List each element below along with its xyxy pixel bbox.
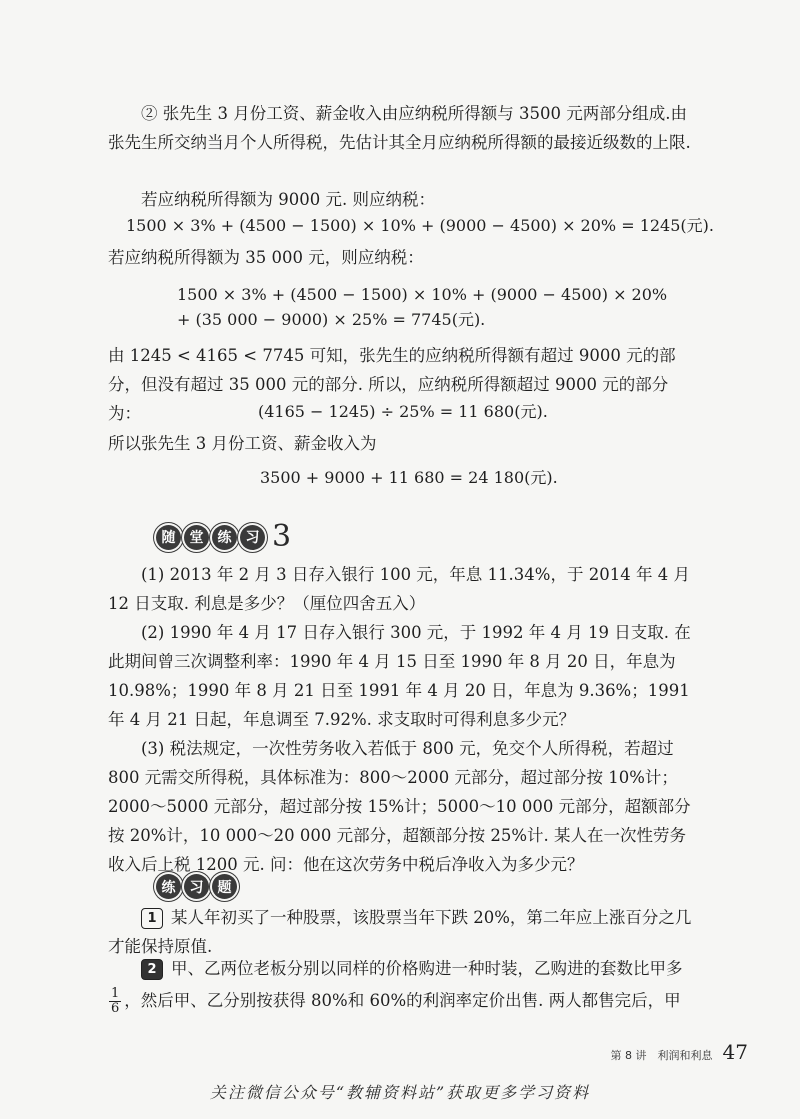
equation-total-income: 3500 + 9000 + 11 680 = 24 180(元). <box>260 468 558 487</box>
practice-number: 3 <box>272 519 292 554</box>
practice-heading <box>156 519 292 554</box>
heading-char: 堂 <box>184 525 209 550</box>
heading-char: 习 <box>184 874 209 899</box>
exercise-number-badge: 1 <box>141 908 163 929</box>
exercise-number-badge: 2 <box>141 959 163 980</box>
equation-tax-35000-line1: 1500 × 3% + (4500 − 1500) × 10% + (9000 − 4500) × 20% <box>177 285 668 304</box>
exercise-2 <box>108 953 698 1017</box>
equation-tax-35000-line2: + (35 000 − 9000) × 25% = 7745(元). <box>177 310 486 329</box>
practice-question-3: (3) 税法规定，一次性劳务收入若低于 800 元，免交个人所得税，若超过 800 元需交所得税，具体标准为：800～2000 元部分，超过部分按 10%计；2000～5000 元部分，超过部分按 15%计；5000～10 000 元部分，超额部分按 20%计，10 000～20 000 元部分，超额部分按 25%计. 某人在一次性劳务收入后上税 1200 元. 问：他在这次劳务中税后净收入为多少元？ <box>108 739 691 874</box>
practice-question-1: (1) 2013 年 2 月 3 日存入银行 100 元，年息 11.34%，于 2014 年 4 月 12 日支取. 利息是多少？（厘位四舍五入） <box>108 565 690 613</box>
heading-char: 练 <box>156 874 181 899</box>
exercise-2-text-end: ，然后甲、乙分别按获得 80%和 60%的利润率定价出售. 两人都售完后，甲 <box>124 991 681 1010</box>
fraction-one-sixth <box>109 987 121 1016</box>
heading-char: 随 <box>156 525 181 550</box>
paragraph-comparison: 由 1245 < 4165 < 7745 可知，张先生的应纳税所得额有超过 9000 元的部分，但没有超过 35 000 元的部分. 所以，应纳税所得额超过 9000 元的部分为： <box>108 346 676 423</box>
equation-excess: (4165 − 1245) ÷ 25% = 11 680(元). <box>258 402 548 421</box>
heading-char: 习 <box>240 525 265 550</box>
paragraph-part2-intro: ② 张先生 3 月份工资、薪金收入由应纳税所得额与 3500 元两部分组成.由张先生所交纳当月个人所得税，先估计其全月应纳税所得额的最接近级数的上限. <box>108 104 691 152</box>
watermark-notice: 关注微信公众号“教辅资料站”获取更多学习资料 <box>209 1083 591 1102</box>
fraction-numerator: 1 <box>111 986 120 1001</box>
equation-tax-9000: 1500 × 3% + (4500 − 1500) × 10% + (9000 − 4500) × 20% = 1245(元). <box>126 216 714 235</box>
chapter-label: 第 8 讲 利润和利息 <box>610 1049 713 1062</box>
practice-question-2: (2) 1990 年 4 月 17 日存入银行 300 元，于 1992 年 4 月 19 日支取. 在此期间曾三次调整利率：1990 年 4 月 15 日至 1990 年 8 月 20 日，年息为 10.98%；1990 年 8 月 21 日至 1991 年 4 月 20 日，年息为 9.36%；1991 年 4 月 21 日起，年息调至 7.92%. 求支取时可得利息多少元？ <box>108 623 691 729</box>
exercises-heading <box>156 874 240 899</box>
exercise-1-text: 某人年初买了一种股票，该股票当年下跌 20%，第二年应上涨百分之几才能保持原值. <box>108 908 692 956</box>
paragraph-conclusion: 所以张先生 3 月份工资、薪金收入为 <box>108 434 377 453</box>
paragraph-case-35000: 若应纳税所得额为 35 000 元，则应纳税： <box>108 248 424 267</box>
fraction-denominator: 6 <box>111 1001 120 1016</box>
exercise-2-text-start: 甲、乙两位老板分别以同样的价格购进一种时装，乙购进的套数比甲多 <box>171 959 683 978</box>
paragraph-case-9000: 若应纳税所得额为 9000 元. 则应纳税： <box>141 190 435 209</box>
page-number: 47 <box>722 1040 748 1064</box>
heading-char: 练 <box>212 525 237 550</box>
page-footer <box>611 1040 748 1064</box>
heading-char: 题 <box>212 874 237 899</box>
